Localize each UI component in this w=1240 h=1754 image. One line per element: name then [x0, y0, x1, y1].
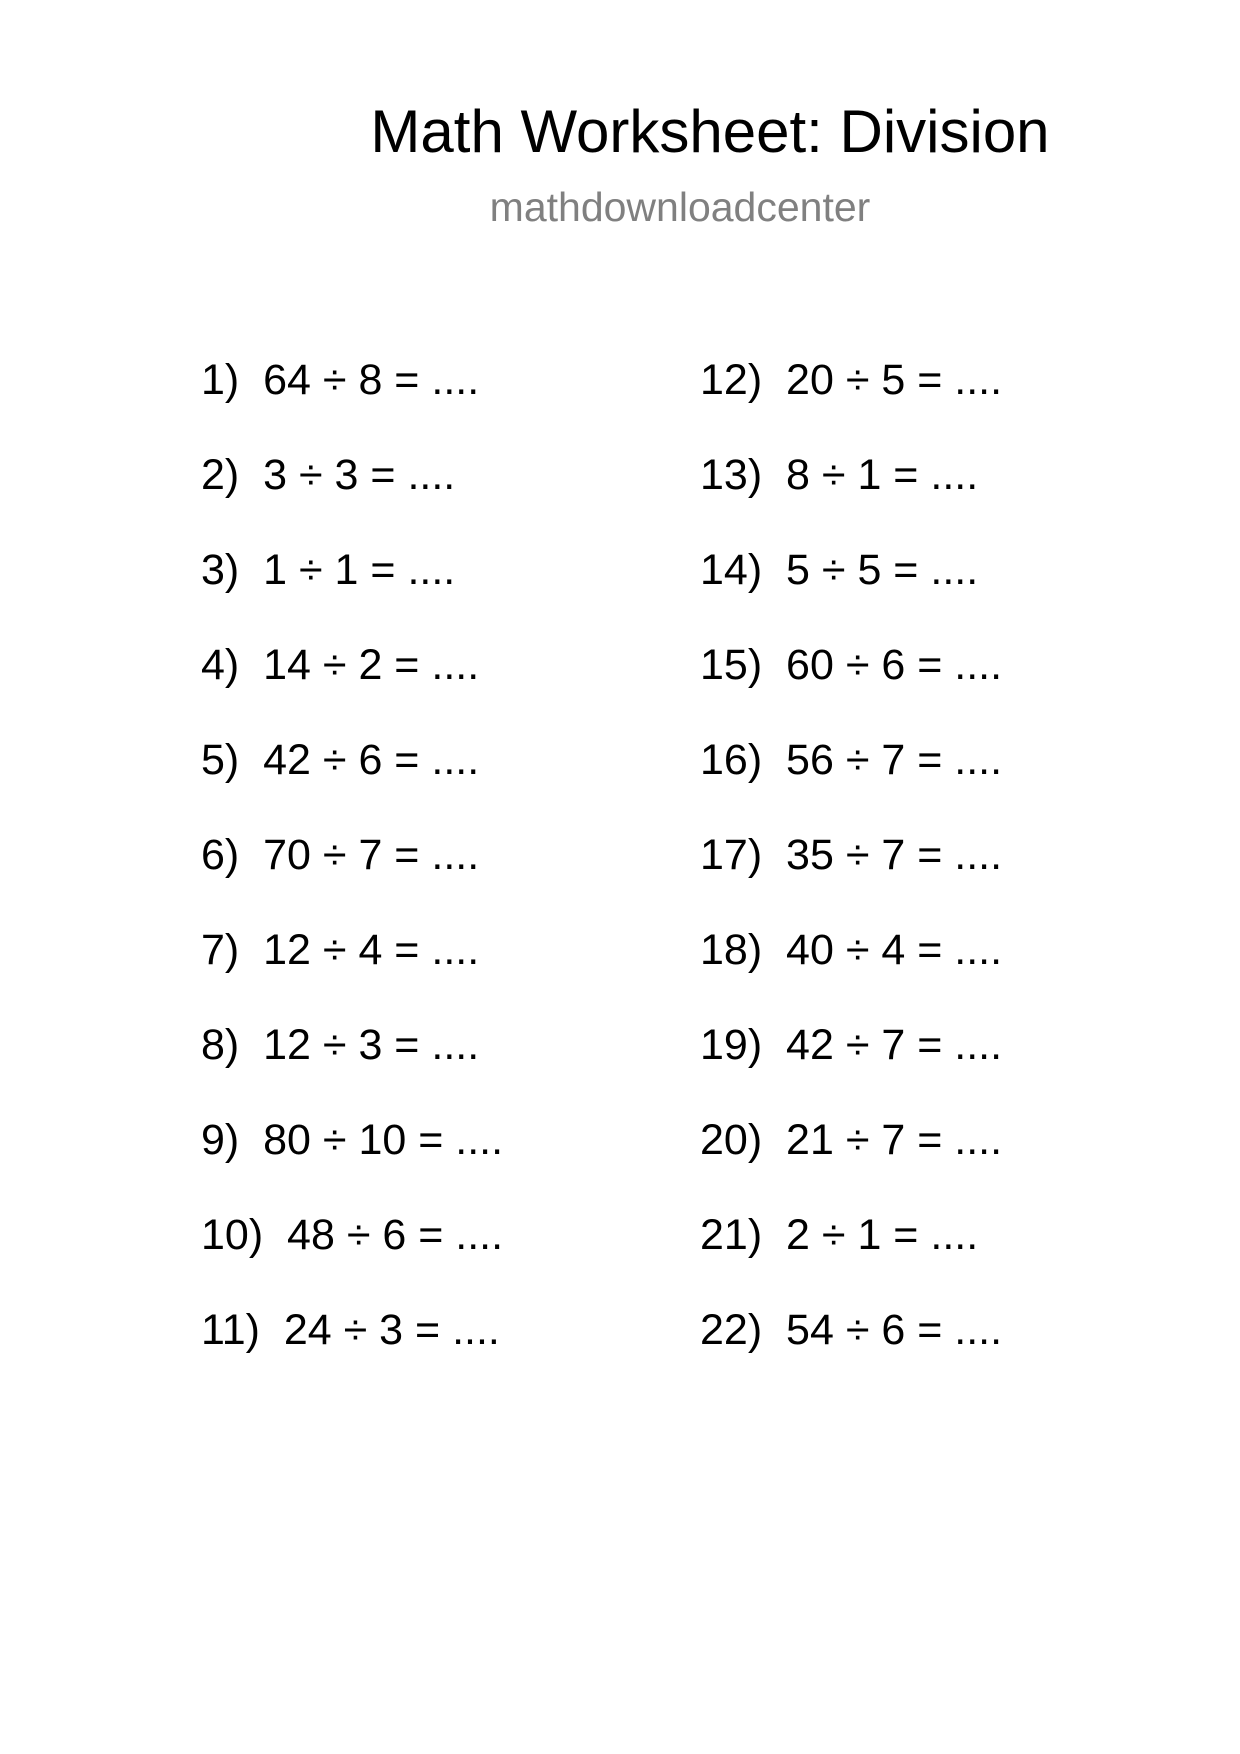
problem: 6) 70 ÷ 7 = ....	[201, 831, 480, 879]
problem: 19) 42 ÷ 7 = ....	[700, 1021, 1003, 1069]
problem: 10) 48 ÷ 6 = ....	[201, 1211, 504, 1259]
problems-right-column	[700, 350, 1002, 1395]
problem: 9) 80 ÷ 10 = ....	[201, 1116, 504, 1164]
problem: 17) 35 ÷ 7 = ....	[700, 831, 1003, 879]
problem: 18) 40 ÷ 4 = ....	[700, 926, 1003, 974]
problem: 12) 20 ÷ 5 = ....	[700, 356, 1003, 404]
problem: 22) 54 ÷ 6 = ....	[700, 1306, 1003, 1354]
problem: 2) 3 ÷ 3 = ....	[201, 451, 456, 499]
worksheet-title: Math Worksheet: Division	[370, 98, 1050, 165]
problem: 4) 14 ÷ 2 = ....	[201, 641, 480, 689]
worksheet-source: mathdownloadcenter	[489, 184, 871, 230]
problem: 16) 56 ÷ 7 = ....	[700, 736, 1003, 784]
problem: 21) 2 ÷ 1 = ....	[700, 1211, 979, 1259]
problem: 8) 12 ÷ 3 = ....	[201, 1021, 480, 1069]
problem: 7) 12 ÷ 4 = ....	[201, 926, 480, 974]
problem: 15) 60 ÷ 6 = ....	[700, 641, 1003, 689]
problem: 14) 5 ÷ 5 = ....	[700, 546, 979, 594]
problem: 13) 8 ÷ 1 = ....	[700, 451, 979, 499]
problem: 20) 21 ÷ 7 = ....	[700, 1116, 1003, 1164]
problem: 3) 1 ÷ 1 = ....	[201, 546, 456, 594]
problem: 1) 64 ÷ 8 = ....	[201, 356, 480, 404]
problems-left-column	[201, 350, 503, 1395]
problem: 11) 24 ÷ 3 = ....	[201, 1306, 500, 1354]
problem: 5) 42 ÷ 6 = ....	[201, 736, 480, 784]
